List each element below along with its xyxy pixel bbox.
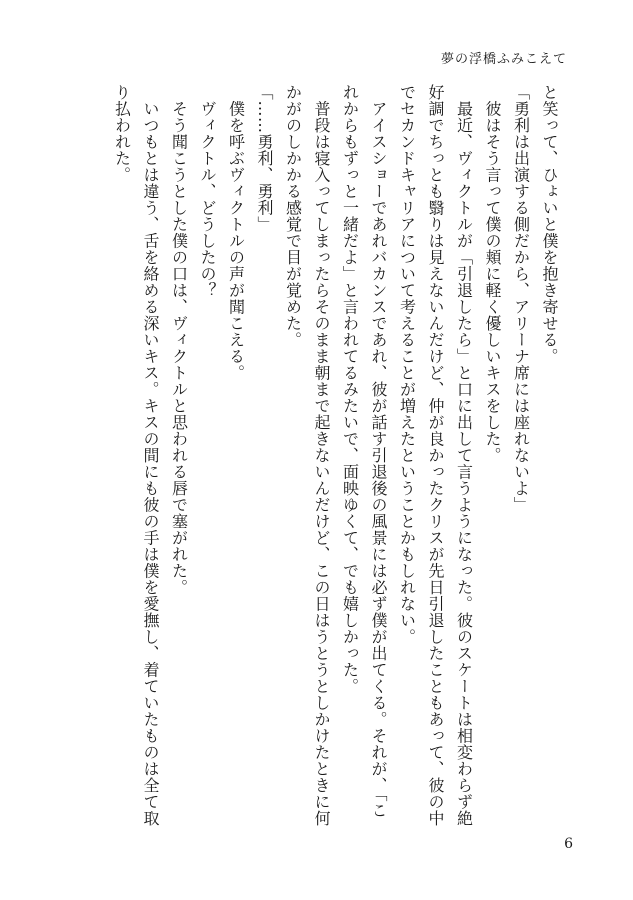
text-line: 彼はそう言って僕の頬に軽く優しいキスをした。	[483, 84, 502, 464]
text-line: れからもずっと一緒だよ」と言われてるみたいで、面映ゆくて、でも嬉しかった。	[340, 84, 360, 695]
text-line: そう聞こうとした僕の口は、ヴィクトルと思われる唇で塞がれた。	[169, 84, 189, 596]
text-line: り払われた。	[112, 84, 132, 183]
text-line: と笑って、ひょいと僕を抱き寄せる。	[540, 84, 559, 365]
text-line: 僕を呼ぶヴィクトルの声が聞こえる。	[226, 84, 246, 381]
vertical-body-text	[93, 84, 563, 834]
text-line: いつもとは違う、舌を絡める深いキス。キスの間にも彼の手は僕を愛撫し、着ていたものは全て取	[141, 84, 160, 827]
text-line: 普段は寝入ってしまったらそのまま朝まで起きないんだけど、この日はうとうとしかけたときに何	[312, 84, 331, 827]
text-line: でセカンドキャリアについて考えることが増えたということかもしれない。	[397, 84, 417, 645]
text-line: ヴィクトル、どうしたの？	[198, 84, 217, 299]
text-line: 「……勇利、勇利」	[255, 84, 274, 233]
page-number: 6	[564, 836, 573, 852]
text-line: 最近、ヴィクトルが「引退したら」と口に出して言うようになった。彼のスケートは相変わらず絶	[454, 84, 474, 827]
text-line: アイスショーであれバカンスであれ、彼が話す引退後の風景には必ず僕が出てくる。それが、「こ	[369, 84, 388, 819]
running-title: 夢の浮橋ふみこえて	[440, 52, 567, 67]
text-line: 好調でちっとも翳りは見えないんだけど、仲が良かったクリスが先日引退したこともあって、彼の中	[426, 84, 445, 827]
text-line: 「勇利は出演する側だから、アリーナ席には座れないよ」	[511, 84, 531, 513]
text-line: かがのしかかる感覚で目が覚めた。	[283, 84, 303, 348]
